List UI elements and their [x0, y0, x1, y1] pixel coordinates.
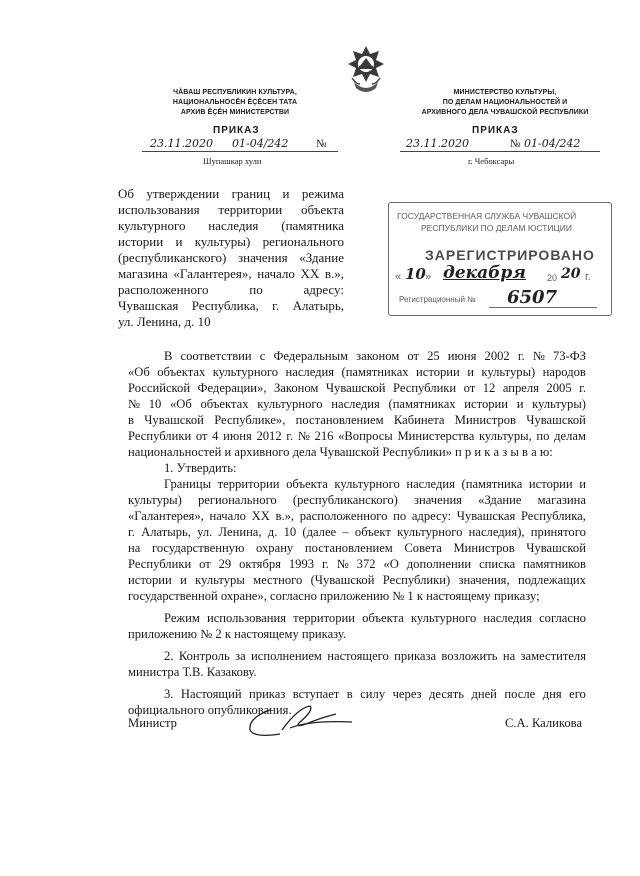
document-body	[128, 348, 586, 718]
subject-line: Об утверждении границ и режима	[118, 186, 344, 201]
prikaz-left: ПРИКАЗ	[213, 125, 260, 136]
body-line: в Чувашской Республике», постановлением Кабинета Министров Чувашской	[128, 413, 586, 427]
body-line: государственной охране», согласно приложению № 1 к настоящему приказу;	[128, 589, 540, 603]
place-left: Шупашкар хули	[203, 156, 262, 166]
date-right: 23.11.2020	[406, 137, 469, 150]
stamp-day: 10	[405, 265, 426, 283]
body-line: Республики от 29 октября 1993 г. № 372 «О дополнении списка памятников	[128, 557, 586, 571]
body-line: истории и культуры местного (Чувашской Республики) значения, подлежащих	[128, 573, 586, 587]
subject-line: (республиканского) значения «Здание	[118, 250, 344, 265]
body-line: «Галантерея», начало XX в.», расположенного по адресу: Чувашская Республика,	[128, 509, 586, 523]
header-left-line2: НАЦИОНАЛЬНОСӖН ӖҪӖСЕН ТАТА	[172, 99, 298, 106]
body-line: 3. Настоящий приказ вступает в силу через десять дней после дня его	[164, 687, 586, 701]
body-line: Республики от 4 июня 2012 г. № 216 «Вопросы Министерства культуры, по делам	[128, 429, 586, 443]
subject-line: использования территории объекта	[118, 202, 344, 217]
body-line: г. Алатырь, ул. Ленина, д. 10 (далее – объект культурного наследия), принятого	[128, 525, 586, 539]
body-line: приложению № 2 к настоящему приказу.	[128, 627, 347, 641]
body-line: официального опубликования.	[128, 703, 292, 717]
signatory-position: Министр	[128, 716, 177, 730]
number-sign-right: №	[510, 138, 521, 150]
stamp-date-row: « 10 » декабря 20 20 г.	[395, 263, 591, 283]
header-right-line1: МИНИСТЕРСТВО КУЛЬТУРЫ,	[453, 89, 557, 96]
subject-line: культурного наследия (памятника	[118, 218, 344, 233]
body-line: национальностей и архивного дела Чувашской Республики» п р и к а з ы в а ю:	[128, 445, 553, 459]
stamp-reg-number: 6507	[507, 287, 558, 308]
coat-of-arms-emblem	[346, 44, 386, 96]
header-left	[160, 88, 310, 118]
header-left-line3: АРХИВ ӖҪӖН МИНИСТЕРСТВИ	[180, 109, 290, 116]
header-right	[410, 88, 600, 118]
header-left-line1: ЧӐВАШ РЕСПУБЛИКИН КУЛЬТУРА,	[173, 89, 297, 96]
stamp-reg-label: Регистрационный №	[399, 295, 476, 304]
subject-line: Чувашская Республика, г. Алатырь,	[118, 298, 344, 313]
date-number-left	[142, 137, 338, 153]
date-left: 23.11.2020	[150, 137, 213, 150]
subject-line: истории и культуры) регионального	[118, 234, 344, 249]
body-line: 1. Утвердить:	[164, 461, 237, 475]
place-right: г. Чебоксары	[468, 156, 515, 166]
number-sign-left: №	[316, 138, 327, 150]
date-number-right	[400, 137, 600, 153]
number-left: 01-04/242	[232, 137, 289, 150]
subject-line: ул. Ленина, д. 10	[118, 314, 211, 329]
number-right: 01-04/242	[524, 137, 581, 150]
subject-line: расположенного по адресу:	[118, 282, 344, 297]
body-line: культуры) регионального (республиканского) значения «Здание магазина	[128, 493, 586, 507]
stamp-registered: ЗАРЕГИСТРИРОВАНО	[425, 247, 595, 263]
registration-stamp	[388, 202, 612, 316]
signatory-name: С.А. Каликова	[505, 716, 583, 730]
stamp-year-prefix: 20	[547, 273, 558, 283]
stamp-line2: РЕСПУБЛИКИ ПО ДЕЛАМ ЮСТИЦИИ	[421, 223, 573, 233]
body-line: «Об объектах культурного наследия (памятниках истории и культуры) народов	[128, 365, 586, 379]
subject-line: магазина «Галантерея», начало XX в.»,	[118, 266, 344, 281]
prikaz-right: ПРИКАЗ	[472, 125, 519, 136]
header-right-line3: АРХИВНОГО ДЕЛА ЧУВАШСКОЙ РЕСПУБЛИКИ	[421, 109, 589, 116]
header-right-line2: ПО ДЕЛАМ НАЦИОНАЛЬНОСТЕЙ И	[442, 99, 568, 106]
stamp-year-suffix: 20	[561, 266, 581, 282]
body-line: 2. Контроль за исполнением настоящего приказа возложить на заместителя	[164, 649, 586, 663]
body-line: Границы территории объекта культурного наследия (памятника истории и	[164, 477, 586, 491]
body-line: министра Т.В. Казакову.	[128, 665, 257, 679]
body-line: Режим использования территории объекта культурного наследия согласно	[164, 611, 586, 625]
body-line: В соответствии с Федеральным законом от 25 июня 2002 г. № 73-ФЗ	[164, 349, 586, 363]
body-line: № 10 «Об объектах культурного наследия (памятниках истории и культуры)	[128, 397, 586, 411]
stamp-month: декабря	[443, 263, 526, 283]
document-subject	[118, 186, 344, 330]
handwritten-signature	[240, 700, 360, 742]
stamp-line1: ГОСУДАРСТВЕННАЯ СЛУЖБА ЧУВАШСКОЙ	[397, 211, 577, 221]
body-line: Российской Федерации», Законом Чувашской Республики от 12 апреля 2005 г.	[128, 381, 586, 395]
body-line: на государственную охрану постановлением Совета Министров Чувашской	[128, 541, 586, 555]
